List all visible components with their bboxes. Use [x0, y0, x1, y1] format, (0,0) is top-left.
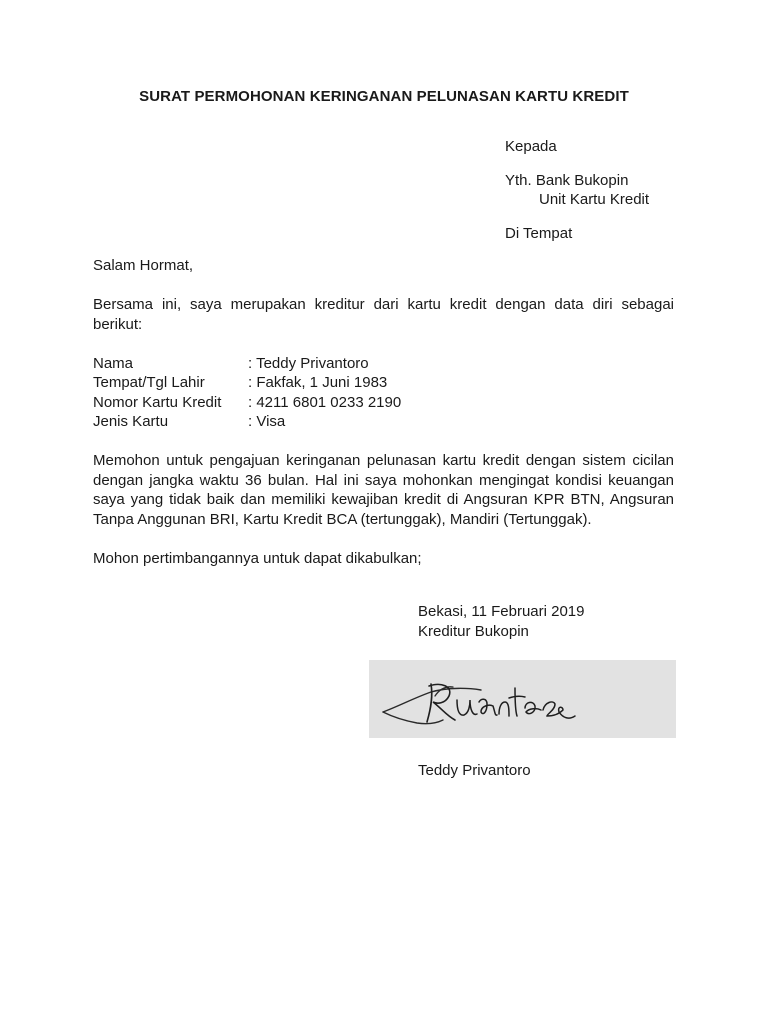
recipient-line1: Yth. Bank Bukopin — [505, 171, 629, 189]
recipient-to-label: Kepada — [505, 138, 557, 155]
field-value: : Visa — [248, 413, 286, 430]
letter-body — [93, 256, 674, 568]
field-value: : Teddy Privantoro — [248, 354, 369, 372]
field-value: : 4211 6801 0233 2190 — [248, 393, 402, 411]
field-label: Tempat/Tgl Lahir — [93, 374, 205, 391]
recipient-line2: Unit Kartu Kredit — [539, 191, 650, 208]
field-label: Jenis Kartu — [93, 413, 169, 430]
field-value: : Fakfak, 1 Juni 1983 — [248, 374, 388, 391]
field-row-card-type — [93, 412, 674, 432]
field-label: Nama — [93, 354, 134, 372]
letter-title: SURAT PERMOHONAN KERINGANAN PELUNASAN KARTU KREDIT — [139, 88, 629, 105]
field-row-card-number — [93, 393, 674, 413]
signer-role: Kreditur Bukopin — [418, 622, 529, 640]
handwritten-signature-image — [369, 660, 676, 738]
signature-heading — [418, 602, 718, 641]
field-row-name — [93, 354, 674, 374]
field-label: Nomor Kartu Kredit — [93, 393, 222, 411]
recipient-block — [505, 137, 745, 243]
personal-data-fields — [93, 354, 674, 432]
recipient-place: Di Tempat — [505, 224, 573, 242]
greeting: Salam Hormat, — [93, 257, 194, 274]
place-date: Bekasi, 11 Februari 2019 — [418, 603, 585, 620]
signer-name: Teddy Privantoro — [418, 762, 531, 779]
intro-paragraph: Bersama ini, saya merupakan kreditur dari kartu kredit dengan data diri sebagai berikut: — [93, 296, 674, 333]
closing-line: Mohon pertimbangannya untuk dapat dikabulkan; — [93, 549, 422, 567]
field-row-birth — [93, 373, 674, 393]
request-paragraph: Memohon untuk pengajuan keringanan pelunasan kartu kredit dengan sistem cicilan dengan jangka waktu 36 bulan. Hal ini saya mohonkan mengingat kondisi keuangan saya yang tidak baik dan memiliki kewajiban kredit di Angsuran KPR BTN, Angsuran Tanpa Anggunan BRI, Kartu Kredit BCA (tertunggak), Mandiri (Tertunggak). — [93, 452, 674, 528]
signature-scribble-icon — [369, 660, 676, 738]
